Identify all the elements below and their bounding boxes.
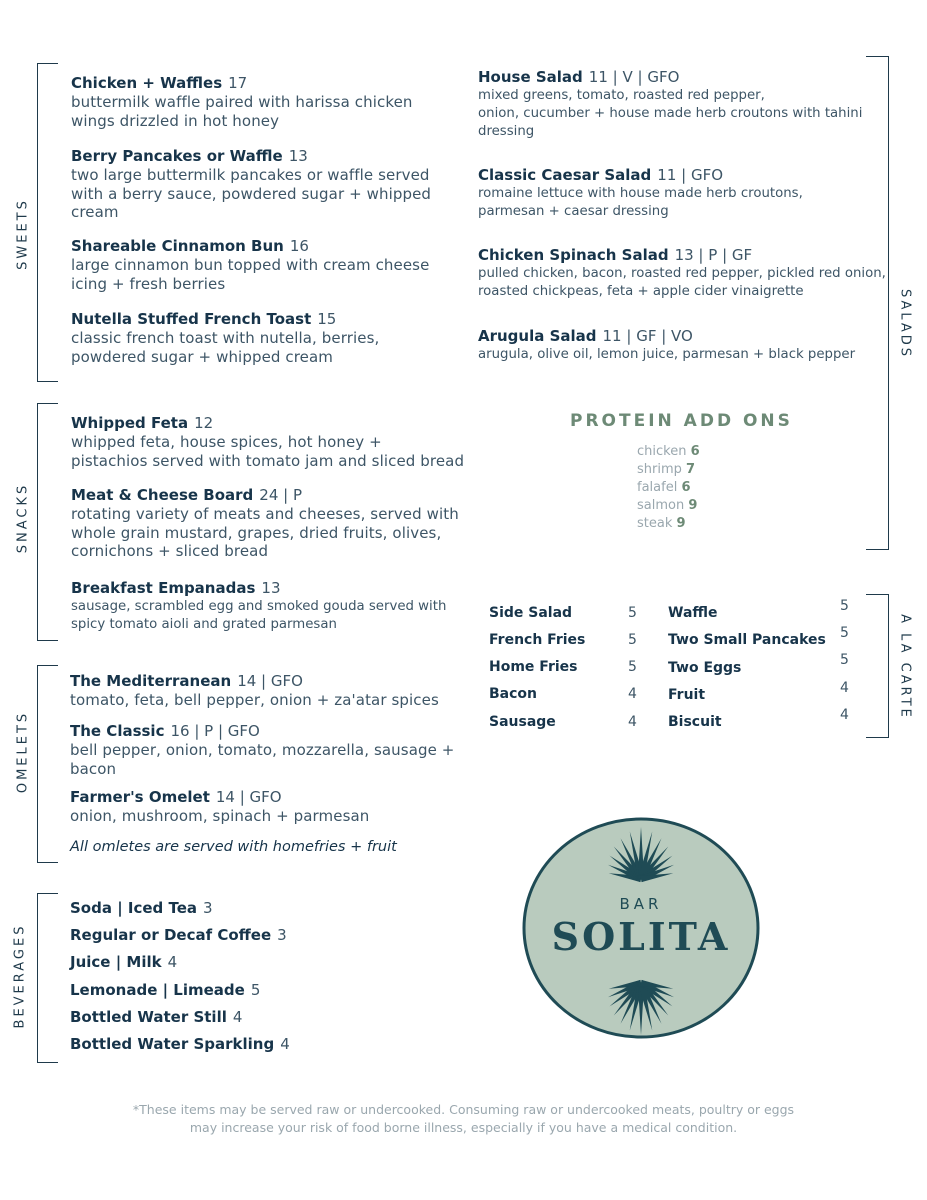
beverage-item: Juice | Milk 4 xyxy=(70,953,178,971)
alacarte-item: Bacon xyxy=(489,686,538,702)
alacarte-price: 5 xyxy=(840,625,849,641)
item-price: 24 | P xyxy=(259,486,303,504)
item-name: Arugula Salad xyxy=(478,327,597,345)
item-price: 16 xyxy=(289,237,309,255)
salads-section-label: SALADS xyxy=(897,288,913,360)
menu-item-cinnamon-bun xyxy=(71,237,429,293)
alacarte-item: Waffle xyxy=(668,605,718,621)
item-name: Whipped Feta xyxy=(71,414,189,432)
menu-item-chicken-waffles xyxy=(71,74,413,130)
beverages-section-label: BEVERAGES xyxy=(12,923,28,1029)
salad-house xyxy=(478,68,862,141)
alacarte-section-label: A LA CARTE xyxy=(897,614,913,720)
item-desc: large cinnamon bun topped with cream cheese icing + fresh berries xyxy=(71,256,430,293)
snacks-bracket xyxy=(37,403,58,641)
item-desc: classic french toast with nutella, berries, powdered sugar + whipped cream xyxy=(71,329,380,366)
alacarte-price: 4 xyxy=(628,686,637,702)
menu-item-meat-cheese-board xyxy=(71,486,459,561)
omelets-section-label: OMELETS xyxy=(15,710,31,794)
item-price: 11 | GFO xyxy=(657,166,724,184)
menu-item-breakfast-empanadas xyxy=(71,579,446,634)
alacarte-item: Two Eggs xyxy=(668,660,742,676)
item-desc: arugula, olive oil, lemon juice, parmesan + black pepper xyxy=(478,347,856,362)
salads-bracket xyxy=(866,56,889,550)
alacarte-price: 5 xyxy=(628,632,637,648)
alacarte-price: 5 xyxy=(628,659,637,675)
item-price: 13 xyxy=(261,579,281,597)
item-price: 17 xyxy=(228,74,248,92)
item-desc: rotating variety of meats and cheeses, served with whole grain mustard, grapes, dried fruits, olives, cornichons + sliced bread xyxy=(71,505,459,560)
omelets-bracket xyxy=(37,665,58,863)
item-price: 12 xyxy=(194,414,214,432)
item-desc: onion, mushroom, spinach + parmesan xyxy=(70,807,370,825)
alacarte-price: 4 xyxy=(840,680,849,696)
item-name: Shareable Cinnamon Bun xyxy=(71,237,284,255)
alacarte-item: Side Salad xyxy=(489,605,573,621)
item-price: 11 | V | GFO xyxy=(588,68,680,86)
item-desc: pulled chicken, bacon, roasted red pepper, pickled red onion, roasted chickpeas, feta + apple cider vinaigrette xyxy=(478,266,886,299)
protein-item: falafel 6 xyxy=(637,480,691,495)
item-name: House Salad xyxy=(478,68,583,86)
alacarte-price: 5 xyxy=(840,598,849,614)
item-price: 16 | P | GFO xyxy=(170,722,260,740)
snacks-section-label: SNACKS xyxy=(15,482,31,554)
omelets-note: All omletes are served with homefries + fruit xyxy=(70,839,397,855)
item-desc: whipped feta, house spices, hot honey + pistachios served with tomato jam and sliced bread xyxy=(71,433,465,470)
item-price: 15 xyxy=(317,310,337,328)
salad-arugula xyxy=(478,327,855,364)
beverage-item: Soda | Iced Tea 3 xyxy=(70,899,213,917)
sweets-section-label: SWEETS xyxy=(15,198,31,270)
protein-item: steak 9 xyxy=(637,516,686,531)
item-name: The Mediterranean xyxy=(70,672,232,690)
menu-item-farmers-omelet xyxy=(70,788,369,826)
item-price: 14 | GFO xyxy=(215,788,282,806)
protein-addons-title: PROTEIN ADD ONS xyxy=(570,411,793,431)
alacarte-item: Biscuit xyxy=(668,714,722,730)
beverage-item: Bottled Water Sparkling 4 xyxy=(70,1035,290,1053)
item-name: Farmer's Omelet xyxy=(70,788,210,806)
alacarte-price: 5 xyxy=(840,652,849,668)
beverages-bracket xyxy=(37,893,58,1063)
alacarte-price: 5 xyxy=(628,605,637,621)
menu-item-classic-omelet xyxy=(70,722,454,778)
allergy-disclaimer: *These items may be served raw or undercooked. Consuming raw or undercooked meats, poultry or eggs may increase your risk of food borne illness, especially if you have a medical condition. xyxy=(132,1102,795,1135)
logo-bar-text: BAR xyxy=(619,895,663,913)
logo-solita-text: SOLITA xyxy=(551,914,731,959)
salad-caesar xyxy=(478,166,803,221)
item-price: 14 | GFO xyxy=(237,672,303,690)
item-name: Berry Pancakes or Waffle xyxy=(71,147,283,165)
alacarte-bracket xyxy=(866,594,889,738)
item-desc: mixed greens, tomato, roasted red pepper, onion, cucumber + house made herb croutons with tahini dressing xyxy=(478,88,863,139)
bar-solita-logo xyxy=(521,817,761,1039)
item-price: 13 xyxy=(288,147,308,165)
sweets-bracket xyxy=(37,63,58,382)
protein-item: salmon 9 xyxy=(637,498,698,513)
menu-item-mediterranean xyxy=(70,672,439,710)
item-name: Chicken + Waffles xyxy=(71,74,223,92)
menu-item-berry-pancakes xyxy=(71,147,431,222)
alacarte-item: Sausage xyxy=(489,714,556,730)
item-name: Nutella Stuffed French Toast xyxy=(71,310,312,328)
item-name: Breakfast Empanadas xyxy=(71,579,256,597)
item-desc: tomato, feta, bell pepper, onion + za'atar spices xyxy=(70,691,439,709)
alacarte-item: Home Fries xyxy=(489,659,578,675)
protein-item: chicken 6 xyxy=(637,444,700,459)
item-desc: two large buttermilk pancakes or waffle served with a berry sauce, powdered sugar + whipped cream xyxy=(71,166,432,221)
alacarte-item: Two Small Pancakes xyxy=(668,632,826,648)
item-name: Classic Caesar Salad xyxy=(478,166,652,184)
beverage-item: Lemonade | Limeade 5 xyxy=(70,981,261,999)
item-price: 11 | GF | VO xyxy=(602,327,693,345)
salad-chicken-spinach xyxy=(478,246,886,301)
alacarte-item: French Fries xyxy=(489,632,586,648)
beverage-item: Regular or Decaf Coffee 3 xyxy=(70,926,287,944)
item-desc: buttermilk waffle paired with harissa chicken wings drizzled in hot honey xyxy=(71,93,413,130)
alacarte-item: Fruit xyxy=(668,687,706,703)
beverage-item: Bottled Water Still 4 xyxy=(70,1008,243,1026)
item-desc: bell pepper, onion, tomato, mozzarella, sausage + bacon xyxy=(70,741,455,778)
protein-item: shrimp 7 xyxy=(637,462,696,477)
menu-item-whipped-feta xyxy=(71,414,464,470)
alacarte-price: 4 xyxy=(628,714,637,730)
menu-item-french-toast xyxy=(71,310,379,366)
item-desc: romaine lettuce with house made herb croutons, parmesan + caesar dressing xyxy=(478,186,803,219)
item-name: Meat & Cheese Board xyxy=(71,486,254,504)
item-name: The Classic xyxy=(70,722,165,740)
item-desc: sausage, scrambled egg and smoked gouda served with spicy tomato aioli and grated parmesan xyxy=(71,599,447,632)
alacarte-price: 4 xyxy=(840,707,849,723)
item-price: 13 | P | GF xyxy=(674,246,753,264)
item-name: Chicken Spinach Salad xyxy=(478,246,669,264)
